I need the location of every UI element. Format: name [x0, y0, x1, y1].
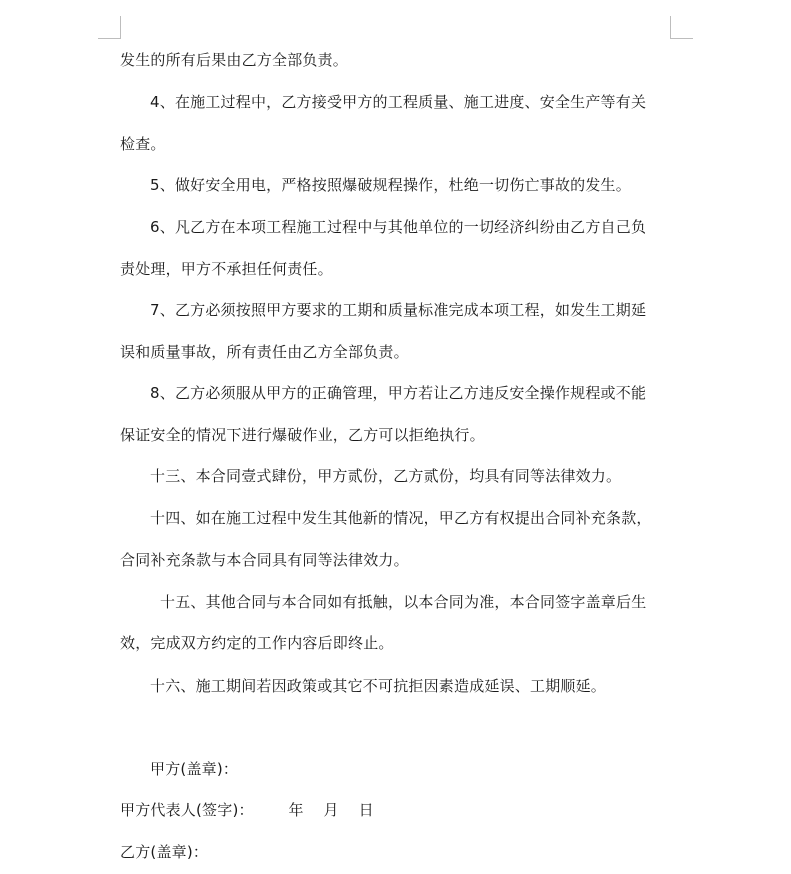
party-a-representative-label: 甲方代表人(签字)： 年 月 日 — [120, 801, 374, 819]
paragraph-line: 合同补充条款与本合同具有同等法律效力。 — [120, 551, 409, 569]
paragraph-line: 6、凡乙方在本项工程施工过程中与其他单位的一切经济纠纷由乙方自己负 — [150, 218, 647, 236]
paragraph-line: 发生的所有后果由乙方全部负责。 — [120, 51, 349, 69]
paragraph-line: 效，完成双方约定的工作内容后即终止。 — [120, 634, 394, 652]
party-b-seal-label: 乙方(盖章)： — [120, 843, 209, 861]
paragraph-line: 十六、施工期间若因政策或其它不可抗拒因素造成延误、工期顺延。 — [150, 677, 607, 695]
paragraph-line: 7、乙方必须按照甲方要求的工期和质量标准完成本项工程，如发生工期延 — [150, 301, 647, 319]
page-corner-mark-top-right — [670, 16, 693, 39]
party-a-seal-label: 甲方(盖章)： — [150, 760, 239, 778]
page-corner-mark-top-left — [98, 16, 121, 39]
paragraph-line: 十三、本合同壹式肆份，甲方贰份，乙方贰份，均具有同等法律效力。 — [150, 467, 622, 485]
paragraph-line: 十五、其他合同与本合同如有抵触，以本合同为准，本合同签字盖章后生 — [160, 593, 647, 611]
paragraph-line: 十四、如在施工过程中发生其他新的情况，甲乙方有权提出合同补充条款， — [150, 509, 652, 527]
paragraph-line: 检查。 — [120, 135, 166, 153]
paragraph-line: 保证安全的情况下进行爆破作业，乙方可以拒绝执行。 — [120, 426, 485, 444]
paragraph-line: 8、乙方必须服从甲方的正确管理，甲方若让乙方违反安全操作规程或不能 — [150, 384, 647, 402]
paragraph-line: 5、做好安全用电，严格按照爆破规程操作，杜绝一切伤亡事故的发生。 — [150, 176, 631, 194]
paragraph-line: 4、在施工过程中，乙方接受甲方的工程质量、施工进度、安全生产等有关 — [150, 93, 647, 111]
paragraph-line: 误和质量事故，所有责任由乙方全部负责。 — [120, 343, 409, 361]
paragraph-line: 责处理，甲方不承担任何责任。 — [120, 260, 333, 278]
